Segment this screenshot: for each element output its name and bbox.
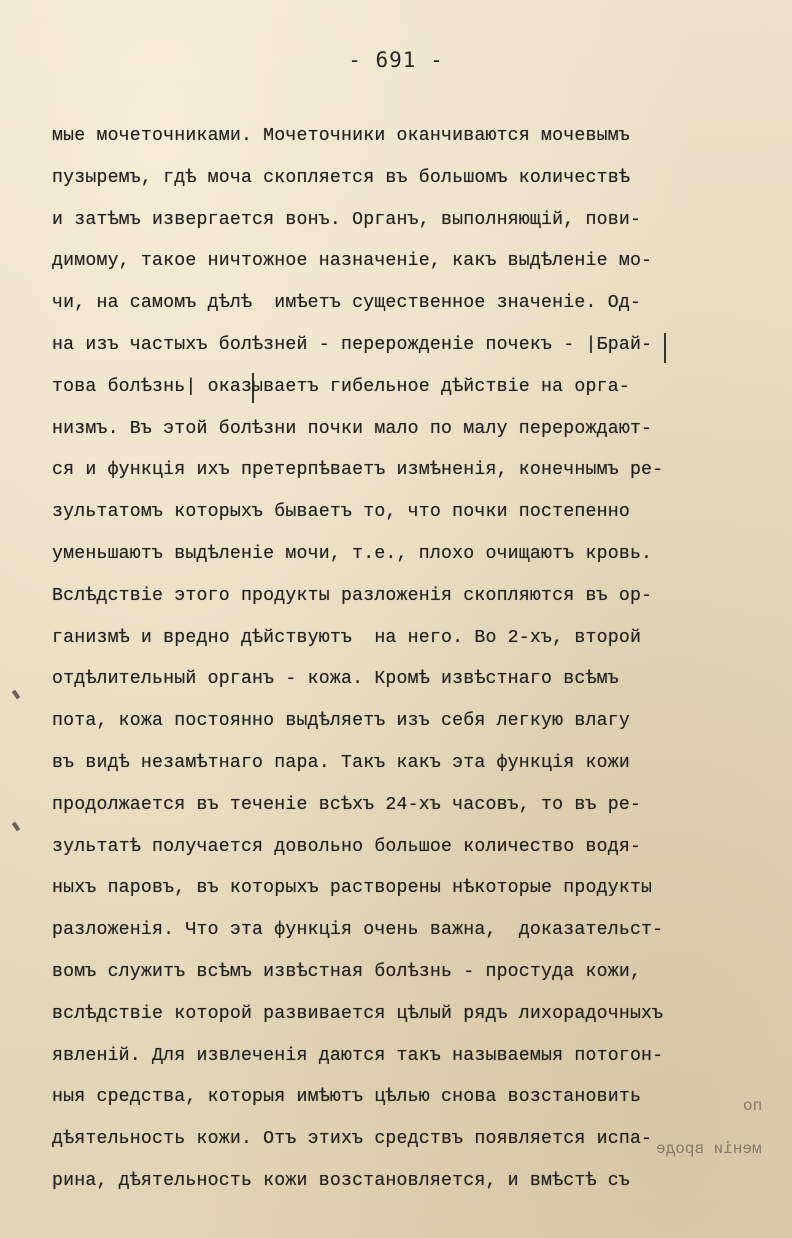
bleed-through-text: меніи вроде <box>656 1140 762 1158</box>
text-line: явленій. Для извлеченія даются такъ называемыя потогон- <box>52 1045 664 1066</box>
text-line: зультатомъ которыхъ бываетъ то, что почки постепенно <box>52 502 630 523</box>
text-line: чи, на самомъ дѣлѣ имѣетъ существенное значеніе. Од- <box>52 293 642 314</box>
text-line: вомъ служитъ всѣмъ извѣстная болѣзнь - простуда кожи, <box>52 961 642 982</box>
typewritten-body <box>52 116 752 1203</box>
text-line: Вслѣдствіе этого продукты разложенія скопляются въ ор- <box>52 585 653 606</box>
text-line: димому, такое ничтожное назначеніе, какъ выдѣленіе мо- <box>52 251 653 272</box>
text-line: пузыремъ, гдѣ моча скопляется въ большомъ количествѣ <box>52 167 630 188</box>
text-line: дѣятельность кожи. Отъ этихъ средствъ появляется испа- <box>52 1129 653 1150</box>
text-line: пота, кожа постоянно выдѣляетъ изъ себя легкую влагу <box>52 711 630 732</box>
text-line: въ видѣ незамѣтнаго пара. Такъ какъ эта функція кожи <box>52 752 630 773</box>
text-line: това болѣзнь| оказываетъ гибельное дѣйствіе на орга- <box>52 376 630 397</box>
text-line: продолжается въ теченіе всѣхъ 24-хъ часовъ, то въ ре- <box>52 794 642 815</box>
text-line: разложенія. Что эта функція очень важна, доказательст- <box>52 920 664 941</box>
bleed-through-text: по <box>742 1097 762 1115</box>
text-line: на изъ частыхъ болѣзней - перерожденіе почекъ - |Брай- <box>52 334 653 355</box>
text-line: зультатѣ получается довольно большое количество водя- <box>52 836 642 857</box>
text-line: рина, дѣятельность кожи возстановляется, и вмѣстѣ съ <box>52 1170 630 1191</box>
page-number: - 691 - <box>348 48 444 72</box>
margin-mark <box>12 690 20 700</box>
text-line: ганизмѣ и вредно дѣйствуютъ на него. Во 2-хъ, второй <box>52 627 642 648</box>
text-line: низмъ. Въ этой болѣзни почки мало по малу перерождают- <box>52 418 653 439</box>
text-line: вслѣдствіе которой развивается цѣлый рядъ лихорадочныхъ <box>52 1003 664 1024</box>
text-line: ся и функція ихъ претерпѣваетъ измѣненія, конечнымъ ре- <box>52 460 664 481</box>
text-line: и затѣмъ извергается вонъ. Органъ, выполняющій, пови- <box>52 209 642 230</box>
text-line: уменьшаютъ выдѣленіе мочи, т.е., плохо очищаютъ кровь. <box>52 543 653 564</box>
text-line: отдѣлительный органъ - кожа. Кромѣ извѣстнаго всѣмъ <box>52 669 619 690</box>
text-line: мые мочеточниками. Мочеточники оканчиваются мочевымъ <box>52 126 630 146</box>
margin-mark <box>12 822 20 832</box>
text-line: ныхъ паровъ, въ которыхъ растворены нѣкоторые продукты <box>52 878 653 899</box>
text-line: ныя средства, которыя имѣютъ цѣлью снова возстановить <box>52 1087 642 1108</box>
